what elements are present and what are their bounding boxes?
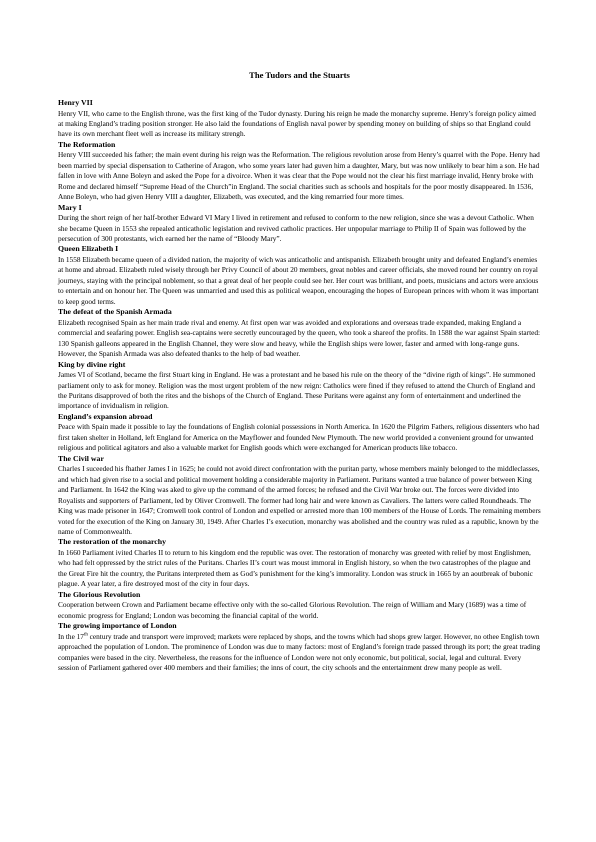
section-glorious-revolution (58, 590, 541, 621)
section-paragraph: During the short reign of her half-brother Edward VI Mary I lived in retirement and refused to conform to the new religion, since she was a devout Catholic. When she became Queen in 1553 she repealed anticatholic legislation and revived catholic practices. Her unpopular marriage to Philip II of Spain was followed by the persecution of 300 protestants, wich earned her the name of “Bloody Mary”. (58, 213, 534, 244)
section-expansion-abroad (58, 412, 541, 454)
section-paragraph: Henry VIII succeeded his father; the main event during his reign was the Reformation. The religious revolution arose from Henry’s quarrel with the Pope. Henry had been married by special dispensation to Catherine of Aragon, who some years later had guven him a daughter, Mary, but was now unlikely to bear him a son. He had fallen in love with Anne Boleyn and asked the Pope for a divoirce. When it was clear that the Pope would not the clear his first marriage invalid, Henry broke with Rome and declared himself “Supreme Head of the Church”in England. The social charities such as schools and hospitals for the poor mostly disappeared. In 1536, Anne Boleyn, who had given Henry VIII a daughter, Elizabeth, was executed, and the king remarried four more times. (58, 150, 540, 202)
section-reformation (58, 140, 541, 203)
section-civil-war (58, 454, 541, 538)
section-restoration (58, 537, 541, 589)
section-heading: The Glorious Revolution (58, 589, 141, 599)
section-heading: The growing importance of London (58, 621, 177, 631)
section-paragraph: Cooperation between Crown and Parliament became effective only with the so-called Glorious Revolution. The reign of William and Mary (1689) was a time of economic progress for England; London was becoming the financial capital of the world. (58, 600, 527, 620)
ordinal-suffix: th (83, 632, 88, 638)
section-spanish-armada (58, 307, 541, 359)
document-title: The Tudors and the Stuarts (249, 70, 350, 80)
section-paragraph: Elizabeth recognised Spain as her main trade rival and enemy. At first open war was avoided and explorations and overseas trade expanded, making England a commercial and seafaring power. English sea-captains were secretly euncouraged by the queen, who took a shareof the profits. In 1588 the war against Spain started: 130 Spanish galleons appeared in the English Channel, they were slow and heavy, while the English ships were lower, faster and armed with long-range guns. However, the Spanish Armada was also defeated thanks to the help of bad weather. (58, 317, 541, 359)
paragraph-lead-text: In the 17 (58, 631, 84, 641)
section-heading: Queen Elizabeth I (58, 244, 119, 254)
section-paragraph: In 1660 Parliament ivited Charles II to return to his kingdom end the republic was over. The restoration of monarchy was greeted with relief by most Englishmen, who had felt oppressed by the strict rules of the Puritans. Charles II’s court was moust immoral in English history, so when the two catastrophes of the plague and the Great Fire hit the country, the Puritans interpreted them as God’s punishment for the king’s immorality. London was struck in 1665 by an aoutbreak of bubonic plague. A year later, a fire destroyed most of the city in four days. (58, 547, 533, 589)
section-heading: The Reformation (58, 139, 116, 149)
section-paragraph: Charles I suceeded his fhather James I in 1625; he could not avoid direct confrontation with the puritan party, whose members mainly belonged to the middleclasses, and which had given rise to a social and political movement holding a considerable majority in Parliament. Puritans wanted a true balance of power between King and Parliament. In 1642 the King was aked to give up the command of the armed forces; he refused and the Civil War broke out. The forces were divided into Royalists and supporters of Parliament, led by Oliver Cromwell. The former had long hair and were known as Cavaliers. The latters were called Roundheads. The King was made prisoner in 1647; Cromwell took control of London and expelled or arrested more than 100 members of the House of Lords. The remaining members voted for the execution of the King on January 30, 1949. After Charles I’s execution, monarchy was abolished and the country was ruled as a rapublic, known by the name of Commonwealth. (58, 464, 541, 536)
section-divine-right (58, 360, 541, 412)
section-paragraph: Henry VII, who came to the English throne, was the first king of the Tudor dynasty. During his reign he made the monarchy supreme. Henry’s foreign policy aimed at making England’s trading position stronger. He also laid the foundations of English naval power by spending money on building of ships so that England could have its own merchant fleet well as increase its military strengh. (58, 108, 536, 139)
section-paragraph: In 1558 Elizabeth became queen of a divided nation, the majority of wich was anticatholic and antispanish. Elizabeth brought unity and defeated England’s enemies at home and abroad. Elizabeth ruled wisely through her Privy Council of about 20 members, great nobles and career officials, she moved round her country on royal journeys, staying with the principal noblement, so that a great deal of her people could see her. Her court was brilliant, and poets, musicians and actors were anxious to entertain and on honour her. The Queen was unmarried and used this as political weapon, encouraging the hopes of European princes with whom it was important to keep good terms. (58, 254, 539, 306)
section-paragraph (58, 632, 541, 674)
section-heading: King by divine right (58, 359, 126, 369)
section-heading: The defeat of the Spanish Armada (58, 307, 172, 317)
section-mary-i (58, 203, 541, 245)
section-heading: England’s expansion abroad (58, 411, 153, 421)
paragraph-body-text: century trade and transport were improved; markets were replaced by shops, and the towns which had shops grew larger. However, no othee English town approached the population of London. The prominence of London was due to many factors: most of England’s foreign trade passed through its port; the great trading companies were based in the city. Nevertheless, the reasons for the influence of London were not only economic, but political, social, legal and cultural. Every session of Parliament gathered over 400 members and their families; the inns of court, the city schools and the entertainment drew many people as well. (58, 631, 541, 672)
section-london (58, 621, 541, 673)
section-henry-vii (58, 98, 541, 140)
section-heading: Henry VII (58, 98, 93, 107)
section-paragraph: James VI of Scotland, became the first Stuart king in England. He was a protestant and he based his rule on the theory of the “divine rigth of kings”. He summoned parliament only to ask for money. Religion was the most urgent problem of the new reign: Catholics were fined if they refused to attend the Church of England and the Puritans disapproved of both the rites and the bishops of the Church of England. These Puritans were against any form of entertainment and underlined the importance of invidualism in religion. (58, 370, 536, 411)
section-heading: The Civil war (58, 453, 104, 463)
section-elizabeth-i (58, 244, 541, 307)
section-paragraph: Peace with Spain made it possible to lay the foundations of English colonial possessions in North America. In 1620 the Pilgrim Fathers, religious dissenters who had first taken shelter in Holland, left England for America on the Mayflower and founded New Plymouth. The new world provided a convenient ground for unwanted religious and political agitators and also a valuable market for English goods which were exchanged for American products like tobacco. (58, 422, 540, 453)
section-heading: Mary I (58, 202, 82, 212)
section-heading: The restoration of the monarchy (58, 537, 166, 547)
